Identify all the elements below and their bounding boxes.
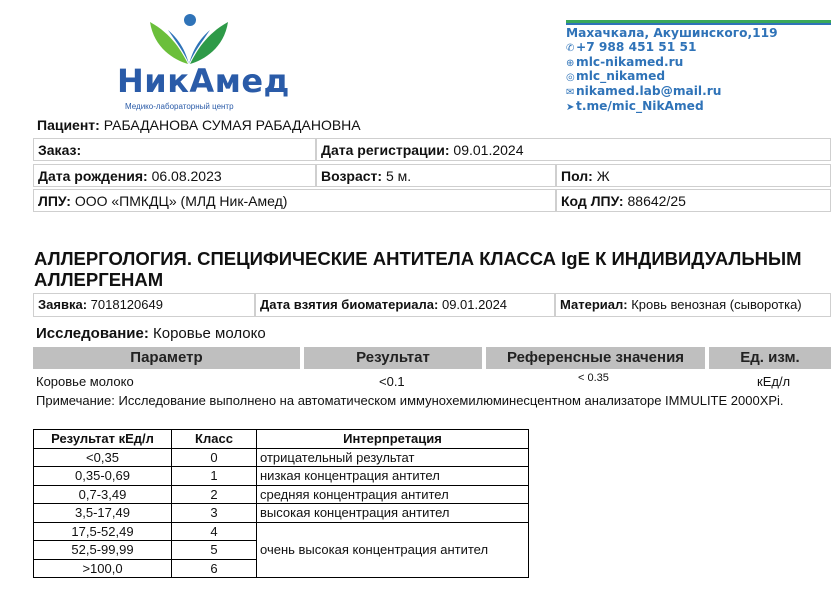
contacts-block: [566, 27, 778, 115]
class-cell: 6: [172, 559, 257, 578]
table-row: [34, 467, 529, 486]
contact-address: Махачкала, Акушинского,119: [566, 26, 778, 40]
patient-name-cell: Пациент: РАБАДАНОВА СУМАЯ РАБАДАНОВНА: [37, 117, 361, 133]
table-header-row: [34, 430, 529, 449]
class-cell: 5: [172, 541, 257, 560]
analysis-note: Примечание: Исследование выполнено на автоматическом иммунохемилюминесцентном анализаторе IMMULITE 2000XPi.: [36, 393, 784, 408]
class-cell: 0: [172, 448, 257, 467]
brand-name: НикАмед: [117, 62, 290, 100]
col-header-reference: Референсные значения: [486, 347, 705, 369]
contact-telegram[interactable]: ➤ t.me/mic_NikAmed: [566, 98, 704, 113]
range-cell: 3,5-17,49: [34, 504, 172, 523]
material-cell: Материал: Кровь венозная (сыворотка): [555, 293, 831, 317]
phone-icon: ✆: [566, 42, 575, 54]
table-header-class: Класс: [172, 430, 257, 449]
class-cell: 3: [172, 504, 257, 523]
lpu-code-cell: Код ЛПУ: 88642/25: [556, 189, 831, 212]
col-header-unit: Ед. изм.: [709, 347, 831, 369]
interpretation-cell: средняя концентрация антител: [257, 485, 529, 504]
birth-date-cell: Дата рождения: 06.08.2023: [33, 164, 316, 187]
logo-emblem: [148, 12, 230, 66]
contact-email[interactable]: ✉ nikamed.lab@mail.ru: [566, 84, 722, 99]
range-cell: 17,5-52,49: [34, 522, 172, 541]
age-cell: Возраст: 5 м.: [316, 164, 556, 187]
lpu-cell: ЛПУ: ООО «ПМКДЦ» (МЛД Ник-Амед): [33, 189, 556, 212]
result-value: <0.1: [379, 374, 405, 389]
telegram-icon: ➤: [566, 101, 575, 113]
interpretation-cell: очень высокая концентрация антител: [257, 522, 529, 578]
interpretation-table: [33, 429, 529, 578]
class-cell: 4: [172, 522, 257, 541]
contact-instagram[interactable]: ◎mlc_nikamed: [566, 69, 666, 84]
request-cell: Заявка: 7018120649: [33, 293, 255, 317]
range-cell: 0,35-0,69: [34, 467, 172, 486]
contact-website[interactable]: ⊕ mlc-nikamed.ru: [566, 54, 684, 69]
web-icon: ⊕: [566, 57, 575, 69]
interpretation-cell: высокая концентрация антител: [257, 504, 529, 523]
range-cell: 0,7-3,49: [34, 485, 172, 504]
mail-icon: ✉: [566, 87, 575, 99]
range-cell: >100,0: [34, 559, 172, 578]
sex-cell: Пол: Ж: [556, 164, 831, 187]
class-cell: 2: [172, 485, 257, 504]
brand-subtitle: Медико-лабораторный центр: [125, 102, 234, 111]
order-cell: Заказ:: [33, 138, 316, 161]
contact-phone[interactable]: ✆ +7 988 451 51 51: [566, 39, 697, 54]
result-param: Коровье молоко: [36, 374, 134, 389]
result-reference: < 0.35: [578, 372, 609, 384]
table-row: [34, 504, 529, 523]
table-row: [34, 448, 529, 467]
table-header-interpretation: Интерпретация: [257, 430, 529, 449]
study-name: Исследование: Коровье молоко: [36, 325, 266, 342]
class-cell: 1: [172, 467, 257, 486]
col-header-result: Результат: [304, 347, 482, 369]
range-cell: <0,35: [34, 448, 172, 467]
result-unit: кЕд/л: [757, 374, 791, 389]
sample-date-cell: Дата взятия биоматериала: 09.01.2024: [255, 293, 555, 317]
table-row: [34, 485, 529, 504]
table-header-range: Результат кЕд/л: [34, 430, 172, 449]
range-cell: 52,5-99,99: [34, 541, 172, 560]
section-title: АЛЛЕРГОЛОГИЯ. СПЕЦИФИЧЕСКИЕ АНТИТЕЛА КЛАССА IgE К ИНДИВИДУАЛЬНЫМ АЛЛЕРГЕНАМ: [34, 248, 802, 290]
header-divider-blue: [566, 23, 831, 25]
registration-date-cell: Дата регистрации: 09.01.2024: [316, 138, 831, 161]
instagram-icon: ◎: [566, 72, 575, 84]
col-header-parameter: Параметр: [33, 347, 300, 369]
interpretation-cell: низкая концентрация антител: [257, 467, 529, 486]
interpretation-cell: отрицательный результат: [257, 448, 529, 467]
table-row: [34, 522, 529, 541]
